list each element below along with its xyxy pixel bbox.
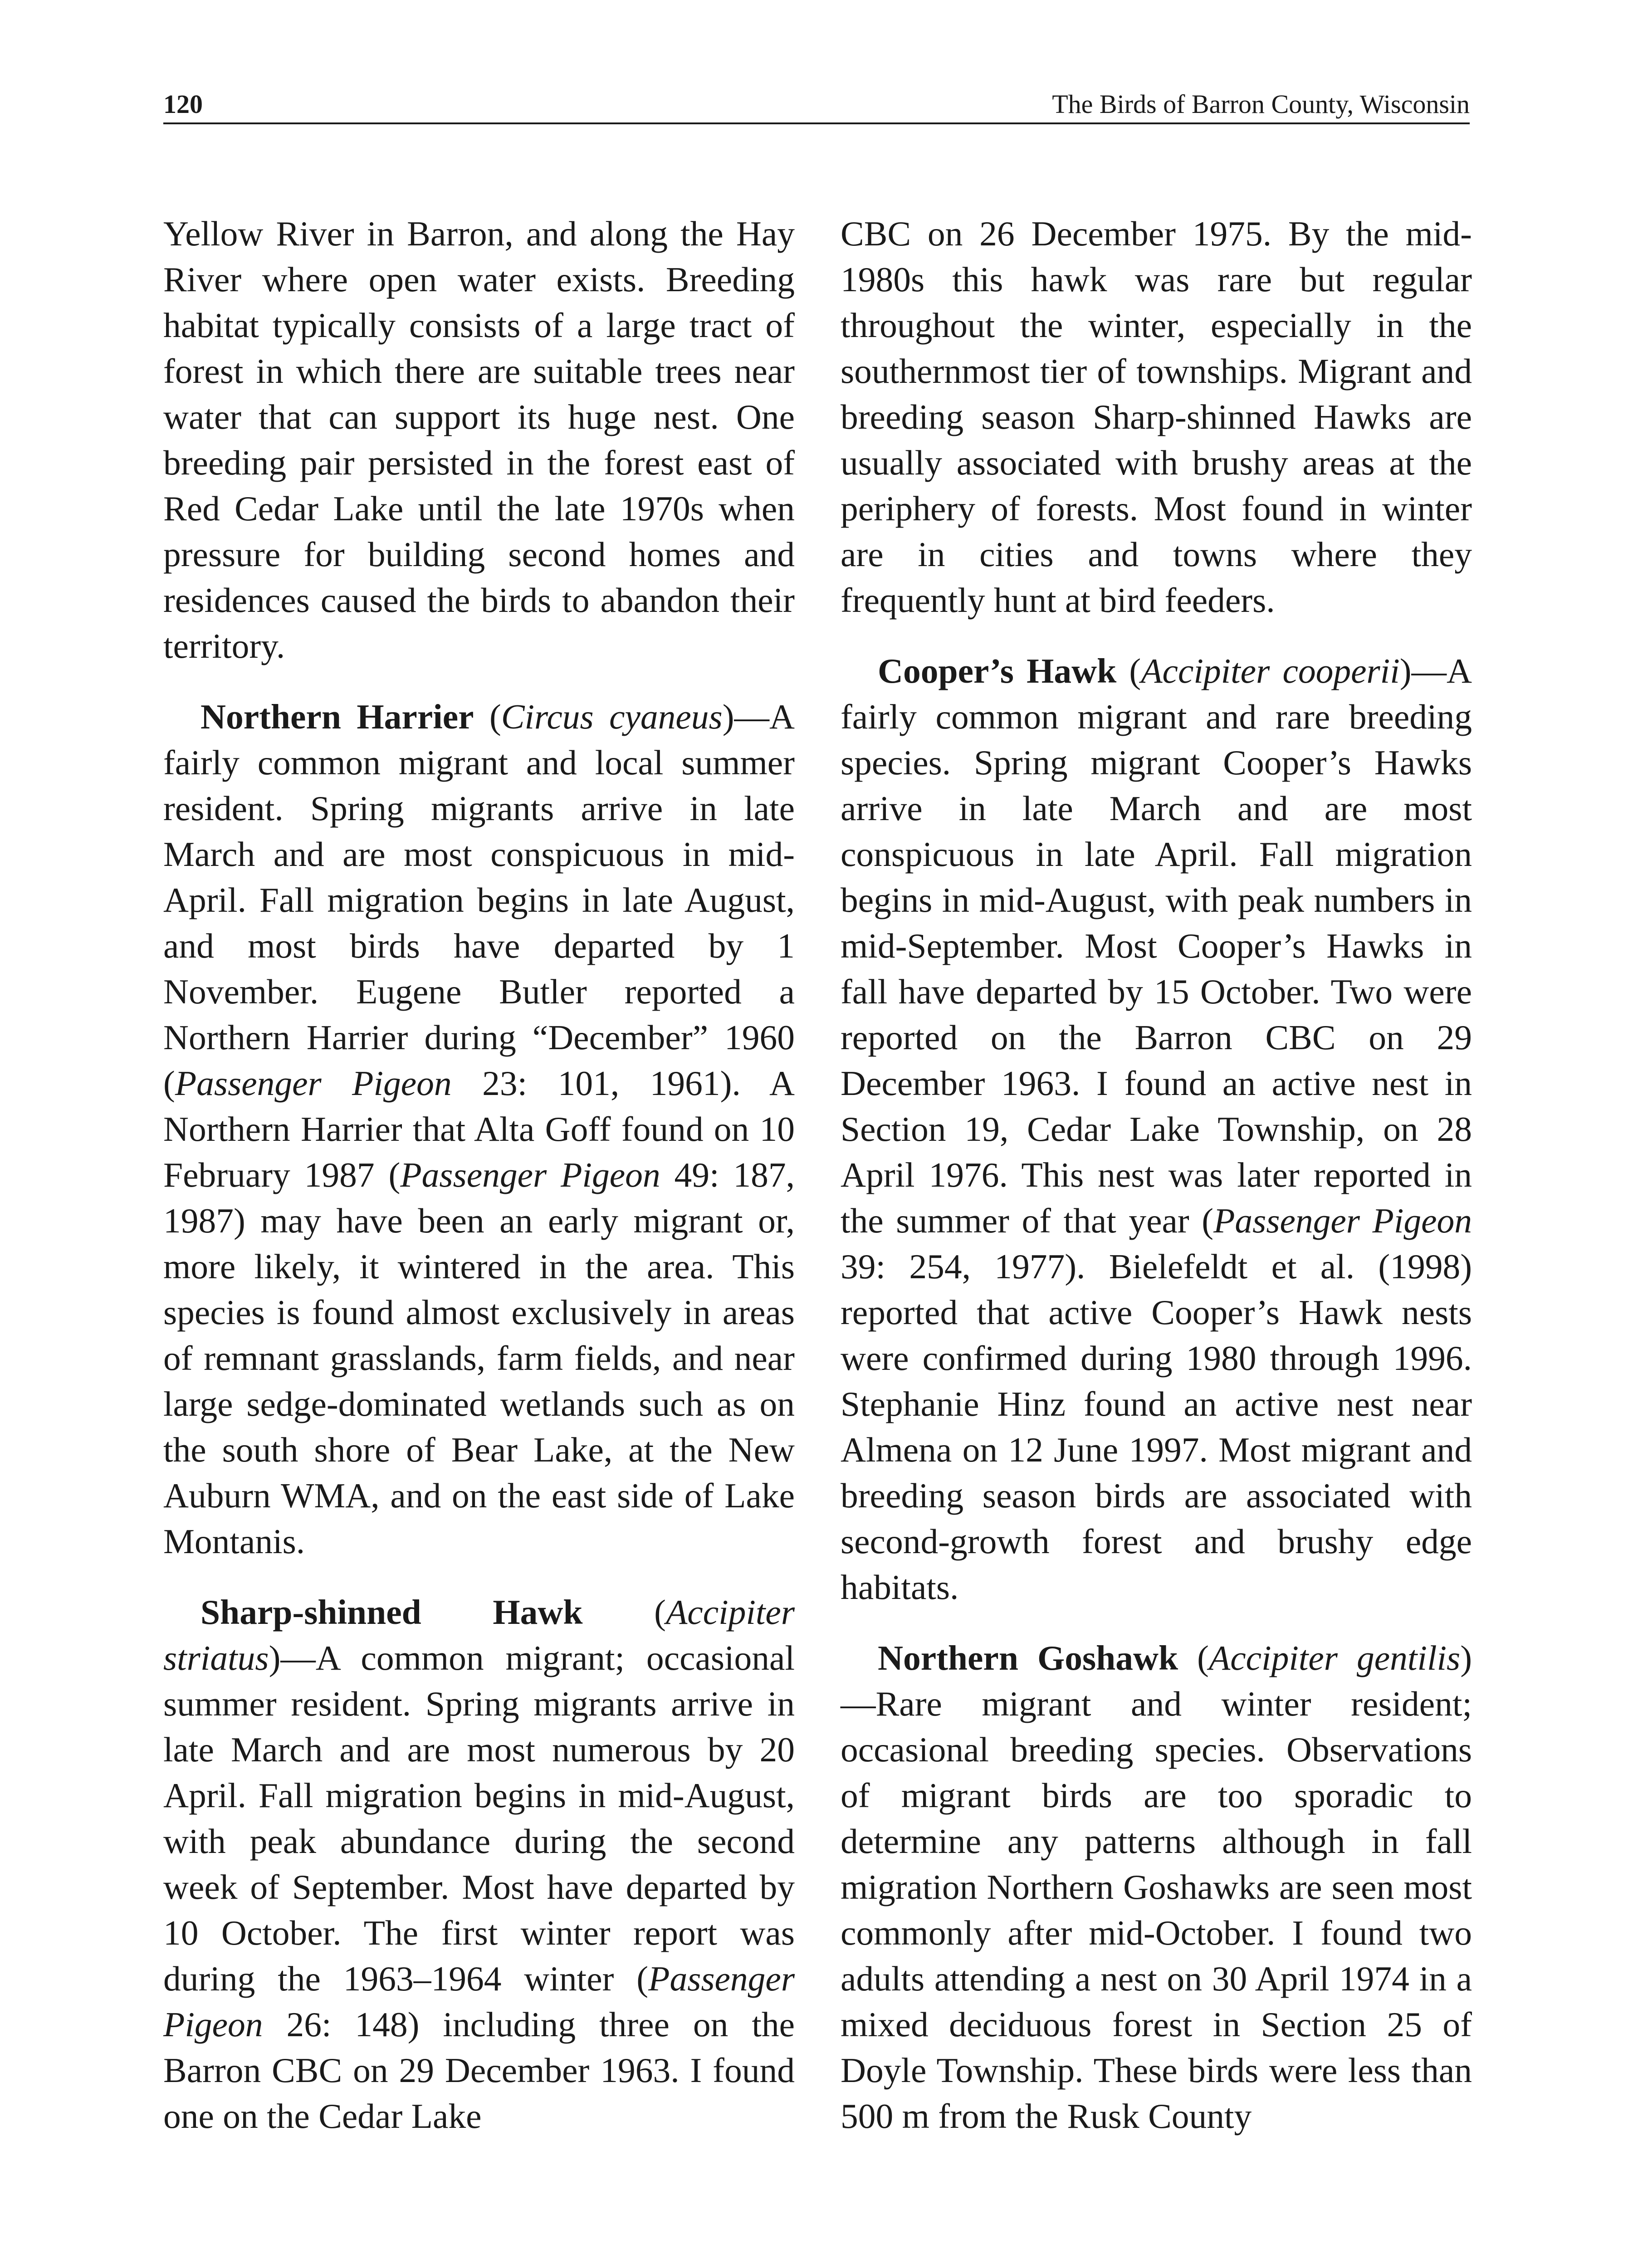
species-name: Northern Goshawk	[878, 1638, 1178, 1677]
account-text: 49: 187, 1987) may have been an early migrant or, more likely, it wintered in the area. This species is found almost exclusively in areas of remnant grasslands, farm fields, and near large sedge-dominated wetlands such as on the south shore of Bear Lake, at the New Auburn WMA, and on the east side of Lake Montanis.	[163, 1155, 795, 1561]
paragraph-sharp-shinned-continued: CBC on 26 December 1975. By the mid-1980s this hawk was rare but regular throughout the winter, especially in the southernmost tier of townships. Migrant and breeding season Sharp-shinned Hawks are usually associated with brushy areas at the periphery of forests. Most found in winter are in cities and towns where they frequently hunt at bird feeders.	[841, 214, 1472, 620]
account-text: Rare migrant and winter resident; occasional breeding species. Observations of migrant birds are too sporadic to determine any patterns although in fall migration Northern Goshawks are seen most commonly after mid-October. I found two adults attending a nest on 30 April 1974 in a mixed deciduous forest in Section 25 of Doyle Township. These birds were less than 500 m from the Rusk County	[841, 1684, 1472, 2136]
journal-title: Passenger Pigeon	[163, 1959, 795, 2044]
page-header	[163, 89, 1470, 124]
journal-title: Passenger Pigeon	[1213, 1201, 1472, 1240]
scientific-name: Accipiter striatus	[163, 1593, 795, 1677]
paragraph-bald-eagle-continued: Yellow River in Barron, and along the Hay River where open water exists. Breeding habitat typically consists of a large tract of forest in which there are suitable trees near water that can support its huge nest. One breeding pair persisted in the forest east of Red Cedar Lake until the late 1970s when pressure for building second homes and residences caused the birds to abandon their territory.	[163, 214, 795, 665]
account-text: 23: 101, 1961). A Northern Harrier that Alta Goff found on 10 February 1987 (	[163, 1064, 795, 1194]
account-text: A fairly common migrant and local summer resident. Spring migrants arrive in late March and are most conspicuous in mid-April. Fall migration begins in late August, and most birds have departed by 1 November. Eugene Butler reported a Northern Harrier during “December” 1960 (	[163, 697, 795, 1103]
paren-close: )—	[841, 1638, 1472, 1723]
account-text: 39: 254, 1977). Bielefeldt et al. (1998) reported that active Cooper’s Hawk nests were confirmed during 1980 through 1996. Stephanie Hinz found an active nest near Almena on 12 June 1997. Most migrant and breeding season birds are associated with second-growth forest and brushy edge habitats.	[841, 1247, 1472, 1607]
account-text: A fairly common migrant and rare breeding species. Spring migrant Cooper’s Hawks arrive in late March and are most conspicuous in late April. Fall migration begins in mid-August, with peak numbers in mid-September. Most Cooper’s Hawks in fall have departed by 15 October. Two were reported on the Barron CBC on 29 December 1963. I found an active nest in Section 19, Cedar Lake Township, on 28 April 1976. This nest was later reported in the summer of that year (	[841, 651, 1472, 1240]
species-account-northern-goshawk	[841, 1635, 1472, 2139]
paren-open: (	[1116, 651, 1141, 690]
scientific-name: Circus cyaneus	[501, 697, 723, 736]
paren-open: (	[1178, 1638, 1209, 1677]
page-number: 120	[163, 89, 203, 119]
species-name: Cooper’s Hawk	[878, 651, 1117, 690]
species-name: Sharp-shinned Hawk	[200, 1593, 583, 1632]
paren-close: )—	[269, 1638, 316, 1677]
right-column	[841, 211, 1472, 2139]
paren-close: )—	[1399, 651, 1447, 690]
paren-close: )—	[722, 697, 770, 736]
paren-open: (	[582, 1593, 666, 1632]
scientific-name: Accipiter cooperii	[1141, 651, 1400, 690]
account-text: 26: 148) including three on the Barron CBC on 29 December 1963. I found one on the Cedar Lake	[163, 2005, 795, 2136]
journal-title: Passenger Pigeon	[400, 1155, 660, 1194]
species-account-sharp-shinned-hawk	[163, 1589, 795, 2139]
running-head: The Birds of Barron County, Wisconsin	[1052, 89, 1470, 119]
species-account-northern-harrier	[163, 694, 795, 1564]
account-text: A common migrant; occasional summer resident. Spring migrants arrive in late March and are most numerous by 20 April. Fall migration begins in mid-August, with peak abundance during the second week of September. Most have departed by 10 October. The first winter report was during the 1963–1964 winter (	[163, 1638, 795, 1998]
paren-open: (	[474, 697, 501, 736]
journal-title: Passenger Pigeon	[175, 1064, 452, 1103]
left-column	[163, 211, 795, 2139]
species-account-coopers-hawk	[841, 648, 1472, 1610]
species-name: Northern Harrier	[200, 697, 474, 736]
scientific-name: Accipiter gentilis	[1208, 1638, 1461, 1677]
